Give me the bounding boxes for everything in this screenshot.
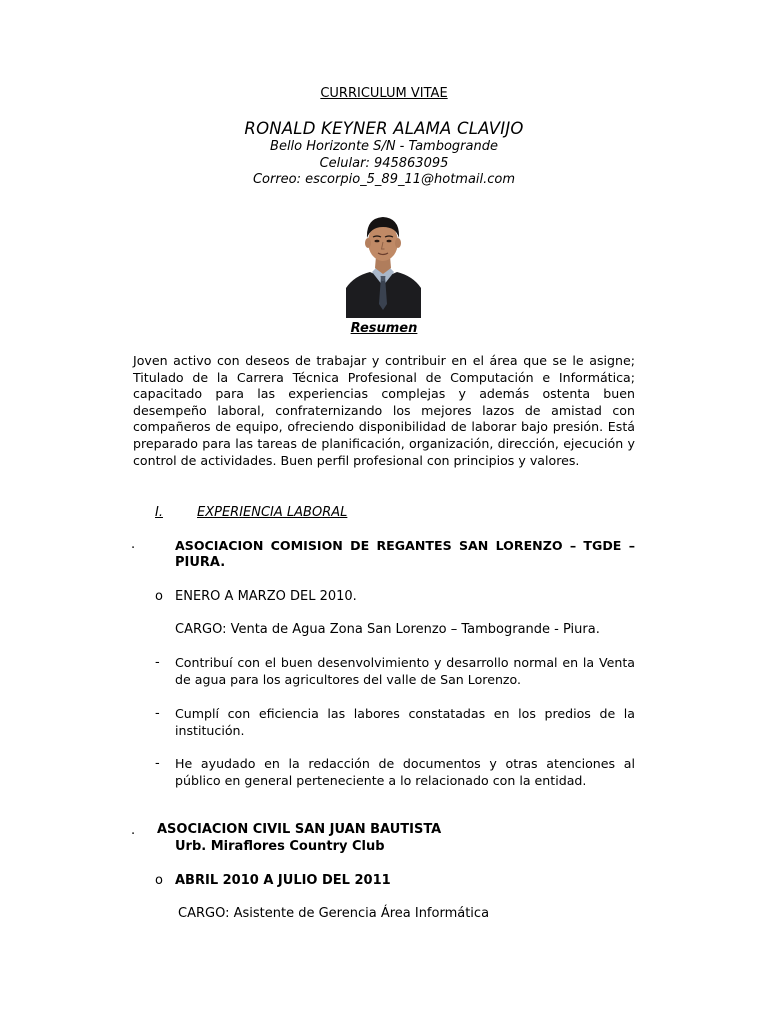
bullet-marker: -: [155, 655, 160, 670]
profile-photo-image: [346, 206, 421, 318]
profile-photo: [346, 206, 421, 318]
job-org-line2: PIURA.: [175, 555, 226, 570]
section-number: I.: [155, 505, 163, 520]
email-line: Correo: escorpio_5_89_11@hotmail.com: [252, 172, 516, 187]
period-marker: o: [155, 873, 163, 888]
bullet-marker: -: [155, 756, 160, 771]
summary-heading: Resumen: [350, 321, 418, 336]
job-period: ABRIL 2010 A JULIO DEL 2011: [175, 873, 391, 888]
job-duty: He ayudado en la redacción de documentos y otras atenciones al público en general perteneciente a lo relacionado con la entidad.: [175, 756, 635, 788]
job-org-line1: ASOCIACION COMISION DE REGANTES SAN LORENZO – TGDE –: [175, 538, 635, 553]
phone-line: Celular: 945863095: [319, 156, 449, 171]
job-duty: Contribuí con el buen desenvolvimiento y desarrollo normal en la Venta de agua para los agricultores del valle de San Lorenzo.: [175, 655, 635, 687]
job-period: ENERO A MARZO DEL 2010.: [175, 589, 357, 604]
job-cargo: CARGO: Asistente de Gerencia Área Informática: [178, 906, 490, 921]
job-cargo: CARGO: Venta de Agua Zona San Lorenzo – Tambogrande - Piura.: [175, 622, 600, 637]
summary-paragraph: Joven activo con deseos de trabajar y contribuir en el área que se le asigne; Titulado de la Carrera Técnica Profesional de Computación e Informática; capacitado para las experiencias complejas y además ostenta buen desempeño laboral, confraternizando los mejores lazos de amistad con compañeros de equipo, ofreciendo disponibilidad de laborar bajo presión. Está preparado para las tareas de planificación, organización, dirección, ejecución y control de actividades. Buen perfil profesional con principios y valores.: [133, 353, 635, 468]
job-org-line1: ASOCIACION CIVIL SAN JUAN BAUTISTA: [157, 822, 442, 837]
bullet-marker: -: [155, 706, 160, 721]
period-marker: o: [155, 589, 163, 604]
job-marker: .: [131, 823, 136, 838]
address-line: Bello Horizonte S/N - Tambogrande: [270, 139, 498, 154]
job-duty: Cumplí con eficiencia las labores constatadas en los predios de la institución.: [175, 706, 635, 738]
job-org-line2: Urb. Miraflores Country Club: [175, 839, 385, 854]
job-marker: .: [131, 537, 136, 552]
document-title: CURRICULUM VITAE: [320, 86, 448, 101]
candidate-name: RONALD KEYNER ALAMA CLAVIJO: [244, 119, 524, 138]
section-title-experience: EXPERIENCIA LABORAL: [197, 505, 348, 520]
